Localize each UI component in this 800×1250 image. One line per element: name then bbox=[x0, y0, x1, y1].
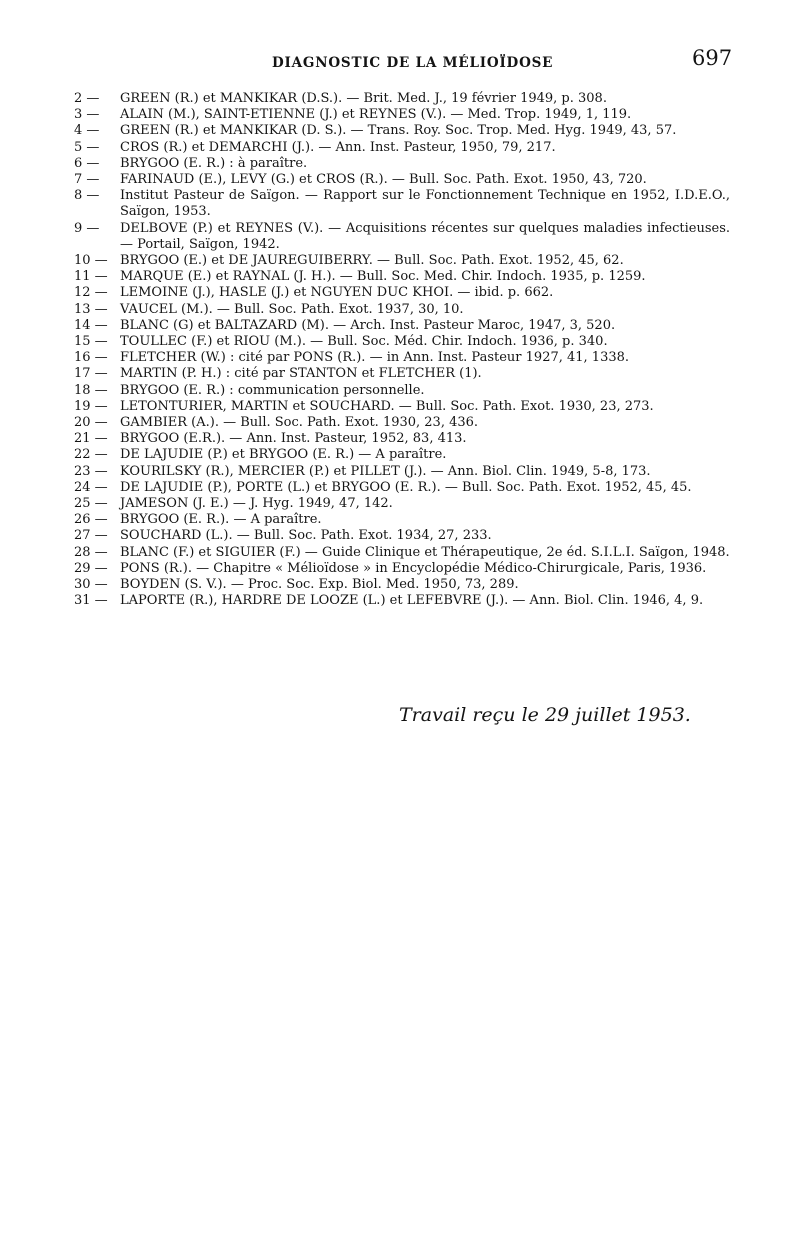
reference-number: 13 — bbox=[74, 301, 108, 317]
reference-text: FLETCHER (W.) : cité par PONS (R.). — in Ann. Inst. Pasteur 1927, 41, 1338. bbox=[120, 350, 630, 366]
reference-number: 28 — bbox=[74, 544, 108, 560]
reference-item bbox=[74, 188, 730, 220]
reference-number: 18 — bbox=[74, 382, 108, 398]
reference-text: CROS (R.) et DEMARCHI (J.). — Ann. Inst. Pasteur, 1950, 79, 217. bbox=[120, 139, 556, 155]
reference-text: TOULLEC (F.) et RIOU (M.). — Bull. Soc. Méd. Chir. Indoch. 1936, p. 340. bbox=[120, 334, 608, 350]
reference-number: 15 — bbox=[74, 334, 108, 350]
reference-number: 3 — bbox=[74, 107, 100, 123]
reference-number: 30 — bbox=[74, 577, 108, 593]
reference-number: 4 — bbox=[74, 123, 100, 139]
reference-number: 22 — bbox=[74, 447, 108, 463]
reference-item bbox=[74, 496, 730, 512]
reference-item bbox=[74, 318, 730, 334]
reference-number: 11 — bbox=[74, 269, 108, 285]
reference-item bbox=[74, 253, 730, 269]
reference-text: JAMESON (J. E.) — J. Hyg. 1949, 47, 142. bbox=[120, 496, 393, 512]
reference-item bbox=[74, 302, 730, 318]
reference-number: 12 — bbox=[74, 285, 108, 301]
reference-number: 26 — bbox=[74, 512, 108, 528]
reference-number: 8 — bbox=[74, 188, 100, 204]
reference-item bbox=[74, 464, 730, 480]
reference-item bbox=[74, 107, 730, 123]
reference-item bbox=[74, 528, 730, 544]
reference-text: BRYGOO (E. R.). — A paraître. bbox=[120, 512, 322, 528]
reference-text: BRYGOO (E.R.). — Ann. Inst. Pasteur, 1952, 83, 413. bbox=[120, 431, 467, 447]
reference-number: 5 — bbox=[74, 139, 100, 155]
reference-number: 9 — bbox=[74, 220, 100, 236]
reference-item bbox=[74, 512, 730, 528]
reference-number: 6 — bbox=[74, 155, 100, 171]
reference-number: 23 — bbox=[74, 463, 108, 479]
reference-number: 20 — bbox=[74, 415, 108, 431]
reference-text: BOYDEN (S. V.). — Proc. Soc. Exp. Biol. Med. 1950, 73, 289. bbox=[120, 577, 519, 593]
reference-text: GREEN (R.) et MANKIKAR (D. S.). — Trans. Roy. Soc. Trop. Med. Hyg. 1949, 43, 57. bbox=[120, 123, 677, 139]
reference-text: BRYGOO (E. R.) : communication personnelle. bbox=[120, 382, 425, 398]
reference-item bbox=[74, 156, 730, 172]
reference-number: 29 — bbox=[74, 560, 108, 576]
reference-number: 21 — bbox=[74, 431, 108, 447]
reference-item bbox=[74, 285, 730, 301]
reference-number: 27 — bbox=[74, 528, 108, 544]
reference-text: BRYGOO (E.) et DE JAUREGUIBERRY. — Bull. Soc. Path. Exot. 1952, 45, 62. bbox=[120, 253, 624, 269]
reference-list bbox=[74, 91, 730, 610]
reference-number: 25 — bbox=[74, 496, 108, 512]
page-number: 697 bbox=[692, 46, 733, 70]
reference-text: MARQUE (E.) et RAYNAL (J. H.). — Bull. Soc. Med. Chir. Indoch. 1935, p. 1259. bbox=[120, 269, 646, 285]
reference-item bbox=[74, 383, 730, 399]
reference-item bbox=[74, 123, 730, 139]
reference-text: KOURILSKY (R.), MERCIER (P.) et PILLET (J.). — Ann. Biol. Clin. 1949, 5-8, 173. bbox=[120, 463, 651, 479]
reference-number: 14 — bbox=[74, 317, 108, 333]
reference-item bbox=[74, 221, 730, 253]
reference-text: DE LAJUDIE (P.), PORTE (L.) et BRYGOO (E. R.). — Bull. Soc. Path. Exot. 1952, 45, 45. bbox=[120, 479, 692, 495]
reference-number: 31 — bbox=[74, 593, 108, 609]
running-title: DIAGNOSTIC DE LA MÉLIOÏDOSE bbox=[272, 55, 554, 71]
reference-number: 10 — bbox=[74, 253, 108, 269]
reference-item bbox=[74, 561, 730, 577]
reference-item bbox=[74, 415, 730, 431]
reference-number: 2 — bbox=[74, 91, 100, 106]
reference-text: LAPORTE (R.), HARDRE DE LOOZE (L.) et LEFEBVRE (J.). — Ann. Biol. Clin. 1946, 4, 9. bbox=[120, 593, 704, 609]
reference-text: BLANC (G) et BALTAZARD (M). — Arch. Inst. Pasteur Maroc, 1947, 3, 520. bbox=[120, 317, 616, 333]
reference-text: SOUCHARD (L.). — Bull. Soc. Path. Exot. 1934, 27, 233. bbox=[120, 528, 492, 544]
reference-item bbox=[74, 545, 730, 561]
reference-item bbox=[74, 172, 730, 188]
reference-item bbox=[74, 350, 730, 366]
reference-text: DELBOVE (P.) et REYNES (V.). — Acquisitions récentes sur quelques maladies infectieuses. — Portail, Saïgon, 1942. bbox=[120, 220, 730, 252]
reference-item bbox=[74, 140, 730, 156]
reference-text: VAUCEL (M.). — Bull. Soc. Path. Exot. 1937, 30, 10. bbox=[120, 301, 464, 317]
reference-item bbox=[74, 91, 730, 107]
reference-text: Institut Pasteur de Saïgon. — Rapport sur le Fonctionnement Technique en 1952, I.D.E.O., Saïgon, 1953. bbox=[120, 188, 730, 220]
reference-text: GREEN (R.) et MANKIKAR (D.S.). — Brit. Med. J., 19 février 1949, p. 308. bbox=[120, 91, 607, 106]
reference-item bbox=[74, 269, 730, 285]
reference-text: FARINAUD (E.), LEVY (G.) et CROS (R.). — Bull. Soc. Path. Exot. 1950, 43, 720. bbox=[120, 172, 647, 188]
reference-number: 16 — bbox=[74, 350, 108, 366]
reference-item bbox=[74, 577, 730, 593]
reference-item bbox=[74, 399, 730, 415]
reference-text: LEMOINE (J.), HASLE (J.) et NGUYEN DUC KHOI. — ibid. p. 662. bbox=[120, 285, 554, 301]
reference-text: GAMBIER (A.). — Bull. Soc. Path. Exot. 1930, 23, 436. bbox=[120, 415, 479, 431]
reference-text: MARTIN (P. H.) : cité par STANTON et FLETCHER (1). bbox=[120, 366, 482, 382]
received-date-note: Travail reçu le 29 juillet 1953. bbox=[399, 704, 691, 726]
reference-item bbox=[74, 593, 730, 609]
reference-item bbox=[74, 480, 730, 496]
reference-item bbox=[74, 366, 730, 382]
reference-text: BLANC (F.) et SIGUIER (F.) — Guide Clinique et Thérapeutique, 2e éd. S.I.L.I. Saïgon, 1948. bbox=[120, 544, 730, 560]
reference-number: 7 — bbox=[74, 172, 100, 188]
reference-text: ALAIN (M.), SAINT-ETIENNE (J.) et REYNES (V.). — Med. Trop. 1949, 1, 119. bbox=[120, 107, 632, 123]
reference-text: LETONTURIER, MARTIN et SOUCHARD. — Bull. Soc. Path. Exot. 1930, 23, 273. bbox=[120, 398, 654, 414]
reference-number: 19 — bbox=[74, 398, 108, 414]
reference-item bbox=[74, 447, 730, 463]
reference-item bbox=[74, 334, 730, 350]
reference-item bbox=[74, 431, 730, 447]
reference-text: DE LAJUDIE (P.) et BRYGOO (E. R.) — A paraître. bbox=[120, 447, 447, 463]
reference-number: 17 — bbox=[74, 366, 108, 382]
reference-number: 24 — bbox=[74, 479, 108, 495]
reference-text: PONS (R.). — Chapitre « Mélioïdose » in Encyclopédie Médico-Chirurgicale, Paris, 1936. bbox=[120, 560, 707, 576]
reference-text: BRYGOO (E. R.) : à paraître. bbox=[120, 155, 308, 171]
